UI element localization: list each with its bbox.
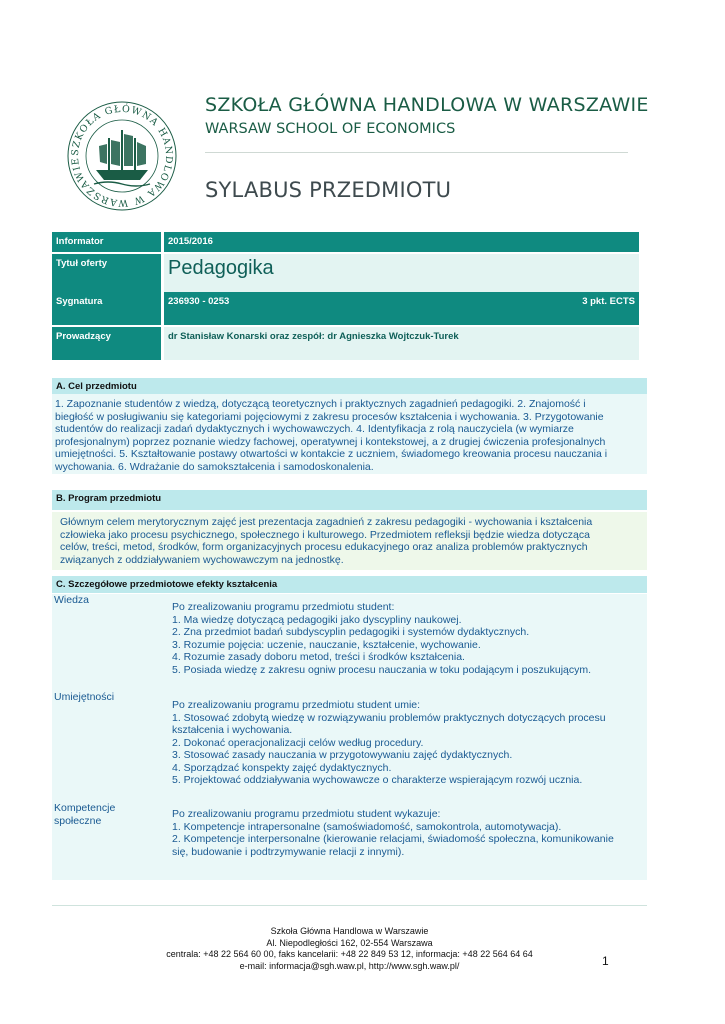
section-a-body [52, 394, 647, 474]
footer-divider [52, 905, 647, 906]
kompetencje-label [54, 802, 115, 827]
sygnatura-row [164, 292, 639, 325]
umiejetnosci-line: 5. Projektować oddziaływania wychowawcze o charakterze wspierającym rozwój ucznia. [172, 774, 583, 786]
school-name-english: WARSAW SCHOOL OF ECONOMICS [205, 121, 456, 137]
wiedza-line: 3. Rozumie pojęcia: uczenie, nauczanie, kształcenie, wychowanie. [172, 638, 481, 651]
kompetencje-text [172, 808, 614, 858]
section-a-line: biegłość w posługiwaniu się kategoriami pojęciowymi z zakresu procesów kształcenia i wychowania. 3. Przygotowanie [55, 410, 604, 423]
wiedza-line: 1. Ma wiedzę dotyczącą pedagogiki jako dyscypliny naukowej. [172, 613, 462, 626]
section-a-heading: A. Cel przedmiotu [52, 378, 647, 394]
umiejetnosci-line: 3. Stosować zasady nauczania w przygotowywaniu zajęć dydaktycznych. [172, 749, 513, 761]
footer-contact: e-mail: informacja@sgh.waw.pl, http://www.sgh.waw.pl/ [239, 960, 460, 971]
kompetencje-label-line: Kompetencje [54, 802, 116, 814]
section-b-line: związanych z oddziaływaniem wychowawczym na jednostkę. [60, 553, 344, 566]
section-b-line: celów, treści, metod, środków, form organizacyjnych procesu edukacyjnego oraz analiza problemów praktycznych [60, 541, 588, 553]
sygnatura-label: Sygnatura [52, 292, 161, 325]
prowadzacy-value: dr Stanisław Konarski oraz zespół: dr Agnieszka Wojtczuk-Turek [164, 327, 639, 360]
tytul-label: Tytuł oferty [52, 254, 161, 292]
kompetencje-line: 2. Kompetencje interpersonalne (kierowanie relacjami, świadomość społeczna, komunikowanie [172, 833, 614, 845]
page-number: 1 [602, 954, 609, 968]
footer-address: Al. Niepodległości 162, 02-554 Warszawa [266, 937, 433, 948]
course-title: Pedagogika [164, 254, 639, 292]
section-b-line: Głównym celem merytorycznym zajęć jest prezentacja zagadnień z zakresu pedagogiki - wychowania i kształcenia [60, 516, 593, 528]
umiejetnosci-line: 1. Stosować zdobytą wiedzę w rozwiązywaniu problemów praktycznych dotyczących procesu [172, 711, 606, 724]
kompetencje-line: się, budowanie i podtrzymywanie relacji z innymi). [172, 845, 405, 858]
umiejetnosci-line: Po zrealizowaniu programu przedmiotu student umie: [172, 699, 421, 711]
sygnatura-value: 236930 - 0253 [168, 296, 230, 307]
kompetencje-label-line: społeczne [54, 814, 102, 827]
footer-school: Szkoła Główna Handlowa w Warszawie [270, 926, 429, 936]
wiedza-line: 5. Posiada wiedzę z zakresu ogniw procesu nauczania w toku podającym i poszukującym. [172, 663, 592, 676]
section-c-body [52, 594, 647, 880]
umiejetnosci-label: Umiejętności [54, 691, 115, 703]
section-a-line: wychowania. 6. Wdrażanie do samokształcenia i samodoskonalenia. [55, 460, 374, 473]
section-b-heading: B. Program przedmiotu [52, 490, 647, 510]
document-title: SYLABUS PRZEDMIOTU [205, 178, 452, 202]
section-a-line: 1. Zapoznanie studentów z wiedzą, dotyczącą teoretycznych i praktycznych zagadnień pedagogiki. 2. Znajomość i [55, 398, 586, 410]
sgh-seal-logo [66, 100, 178, 212]
informator-value: 2015/2016 [164, 232, 639, 252]
ship-icon [94, 130, 150, 186]
kompetencje-line: 1. Kompetencje intrapersonalne (samoświadomość, samokontrola, automotywacja). [172, 820, 562, 833]
section-a-line: umiejętności. 5. Kształtowanie postawy otwartości w kontakcie z uczniem, świadomego kreowania procesu nauczania i [55, 448, 608, 460]
wiedza-line: Po zrealizowaniu programu przedmiotu student: [172, 601, 395, 613]
school-name: SZKOŁA GŁÓWNA HANDLOWA W WARSZAWIE [205, 94, 649, 116]
wiedza-label: Wiedza [54, 594, 90, 606]
ects-value: 3 pkt. ECTS [582, 296, 635, 307]
umiejetnosci-line: kształcenia i wychowania. [172, 724, 293, 736]
informator-label: Informator [52, 232, 161, 252]
wiedza-text [172, 601, 591, 676]
umiejetnosci-line: 2. Dokonać operacjonalizacji celów według procedury. [172, 736, 424, 749]
kompetencje-line: Po zrealizowaniu programu przedmiotu student wykazuje: [172, 808, 441, 820]
header-divider [205, 152, 628, 153]
footer [52, 926, 647, 972]
umiejetnosci-text [172, 699, 606, 787]
section-b-body [52, 512, 647, 570]
section-c-heading: C. Szczegółowe przedmiotowe efekty kształcenia [52, 576, 647, 593]
footer-phones: centrala: +48 22 564 60 00, faks kancelarii: +48 22 849 53 12, informacja: +48 22 564 64 64 [166, 949, 533, 959]
wiedza-line: 2. Zna przedmiot badań subdyscyplin pedagogiki i systemów dydaktycznych. [172, 626, 530, 638]
svg-text:SZKOŁA GŁÓWNA HANDLOWA W WARSZ: SZKOŁA GŁÓWNA HANDLOWA W WARSZAWIE [69, 103, 175, 209]
section-a-line: studentów do realizacji zadań dydaktycznych i wychowawczych. 4. Identyfikacja z rolą nauczyciela (w wymiarze [55, 423, 574, 435]
wiedza-line: 4. Rozumie zasady doboru metod, treści i środków kształcenia. [172, 651, 465, 663]
section-a-line: profesjonalnym) poprzez poznanie wiedzy fachowej, operatywnej i kontekstowej, a z drugiej ćwiczenia profesjonalnych [55, 435, 606, 448]
umiejetnosci-line: 4. Sporządzać konspekty zajęć dydaktycznych. [172, 761, 392, 774]
section-b-line: człowieka jako procesu psychicznego, społecznego i kulturowego. Przedmiotem refleksji będzie wiedza dotycząca [60, 528, 590, 541]
prowadzacy-label: Prowadzący [52, 327, 161, 360]
